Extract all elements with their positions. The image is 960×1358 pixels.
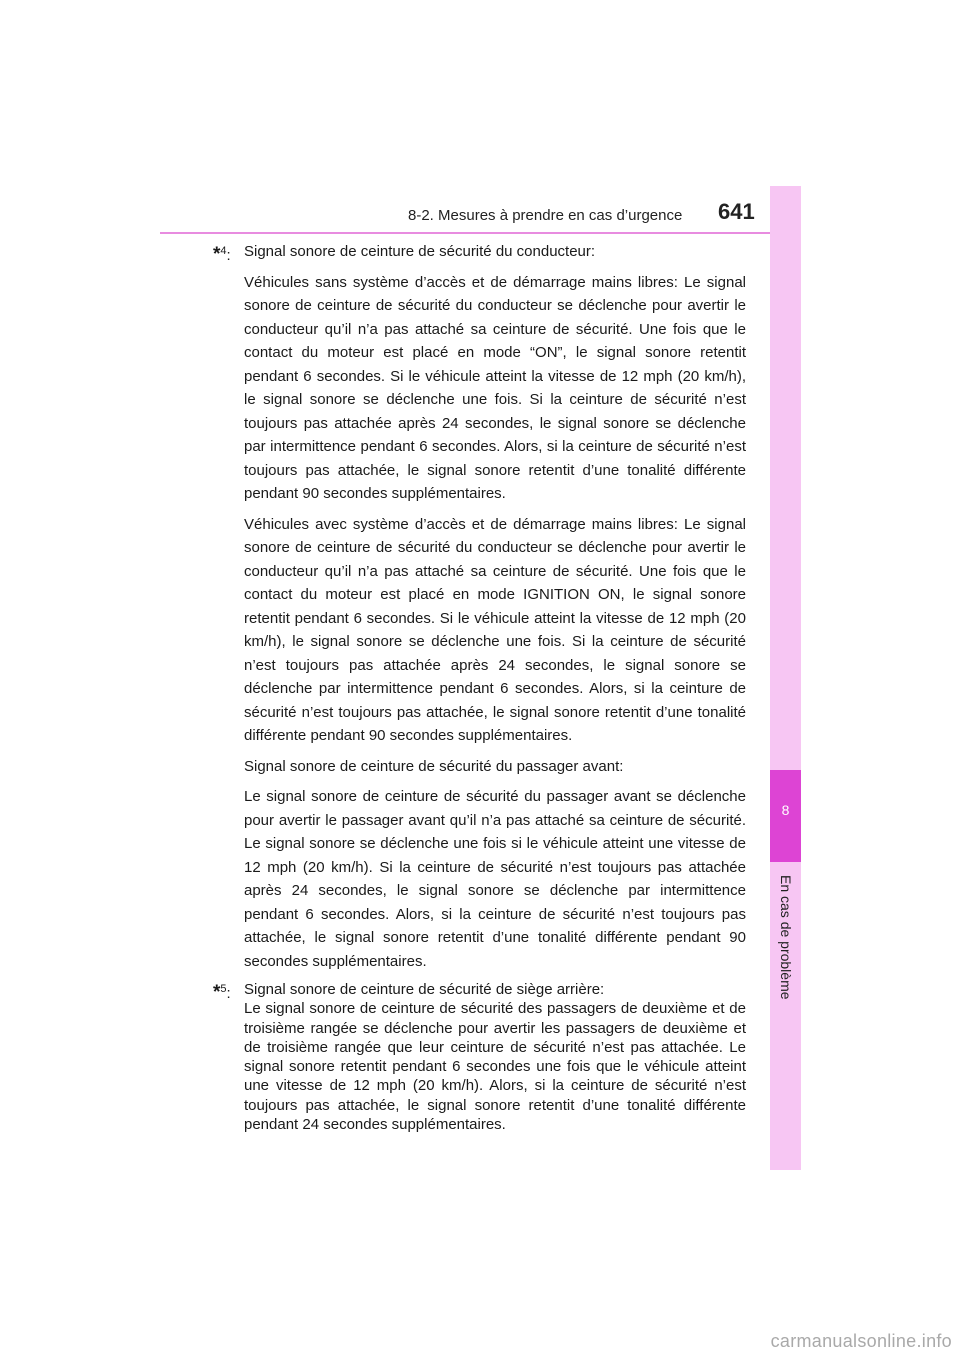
note-5-number: 5: [220, 983, 227, 995]
header-divider: [160, 232, 800, 234]
note-4-paragraph-4: Le signal sonore de ceinture de sécurité du passager avant se déclenche pour avertir le passager avant qu’il n’a pas attaché sa ceinture de sécurité. Le signal sonore se déclenche une fois si le véhicule atteint une vitesse de 12 mph (20 km/h). Si la ceinture de sécurité n’est toujours pas attachée après 24 secondes, le signal sonore se déclenche par intermittence pendant 6 secondes. Alors, si la ceinture de sécurité n’est toujours pas attachée, le signal sonore retentit d’une tonalité différente pendant 90 secondes supplémentaires.: [244, 788, 746, 970]
note-4-paragraph-3: Signal sonore de ceinture de sécurité du passager avant:: [244, 757, 624, 775]
section-title: 8-2. Mesures à prendre en cas d’urgence: [408, 207, 683, 224]
page-body: [213, 240, 746, 1134]
note-5-title: Signal sonore de ceinture de sécurité de siège arrière:: [244, 981, 605, 998]
note-4-title: Signal sonore de ceinture de sécurité du conducteur:: [244, 243, 596, 260]
note-4-paragraph-1: Véhicules sans système d’accès et de démarrage mains libres: Le signal sonore de ceinture de sécurité du conducteur se déclenche pour avertir le conducteur qu’il n’a pas attaché sa ceinture de sécurité. Une fois que le contact du moteur est placé en mode “ON”, le signal sonore retentit pendant 6 secondes. Si le véhicule atteint la vitesse de 12 mph (20 km/h), le signal sonore se déclenche une fois. Si la ceinture de sécurité n’est toujours pas attachée après 24 secondes, le signal sonore se déclenche par intermittence pendant 6 secondes. Alors, si la ceinture de sécurité n’est toujours pas attachée, le signal sonore retentit d’une tonalité différente pendant 90 secondes supplémentaires.: [244, 273, 746, 502]
note-4-heading: [213, 240, 746, 264]
note-5-heading: [213, 980, 746, 1003]
footnote-star-icon: *: [213, 982, 221, 1003]
note-5-colon: :: [226, 985, 231, 1002]
footnote-star-icon: *: [213, 244, 221, 265]
note-5-marker: [213, 980, 231, 1003]
note-4-colon: :: [226, 247, 231, 264]
side-tab-background: [770, 186, 801, 1170]
watermark: carmanualsonline.info: [770, 1331, 952, 1351]
note-5-body: Le signal sonore de ceinture de sécurité des passagers de deuxième et de troisième rangée se déclenche pour avertir les passagers de deuxième et de troisième rangée que leur ceinture de sécurité n’est pas attachée. Le signal sonore retentit pendant 6 secondes une fois que le véhicule atteint une vitesse de 12 mph (20 km/h). Alors, si la ceinture de sécurité n’est toujours pas attachée, le signal sonore retentit d’une tonalité différente pendant 24 secondes supplémentaires.: [244, 1000, 746, 1134]
chapter-number: 8: [781, 802, 790, 818]
note-4-marker: [213, 240, 231, 268]
note-4-paragraph-2: Véhicules avec système d’accès et de démarrage mains libres: Le signal sonore de ceinture de sécurité du conducteur se déclenche pour avertir le conducteur qu’il n’a pas attaché sa ceinture de sécurité. Une fois que le contact du moteur est placé en mode IGNITION ON, le signal sonore retentit pendant 6 secondes. Si le véhicule atteint la vitesse de 12 mph (20 km/h), le signal sonore se déclenche une fois. Si la ceinture de sécurité n’est toujours pas attachée après 24 secondes, le signal sonore se déclenche par intermittence pendant 6 secondes. Alors, si la ceinture de sécurité n’est toujours pas attachée, le signal sonore retentit d’une tonalité différente pendant 90 secondes supplémentaires.: [244, 515, 746, 744]
page-number: 641: [718, 199, 755, 224]
chapter-title: En cas de problème: [778, 875, 794, 1000]
note-4-number: 4: [220, 245, 227, 257]
